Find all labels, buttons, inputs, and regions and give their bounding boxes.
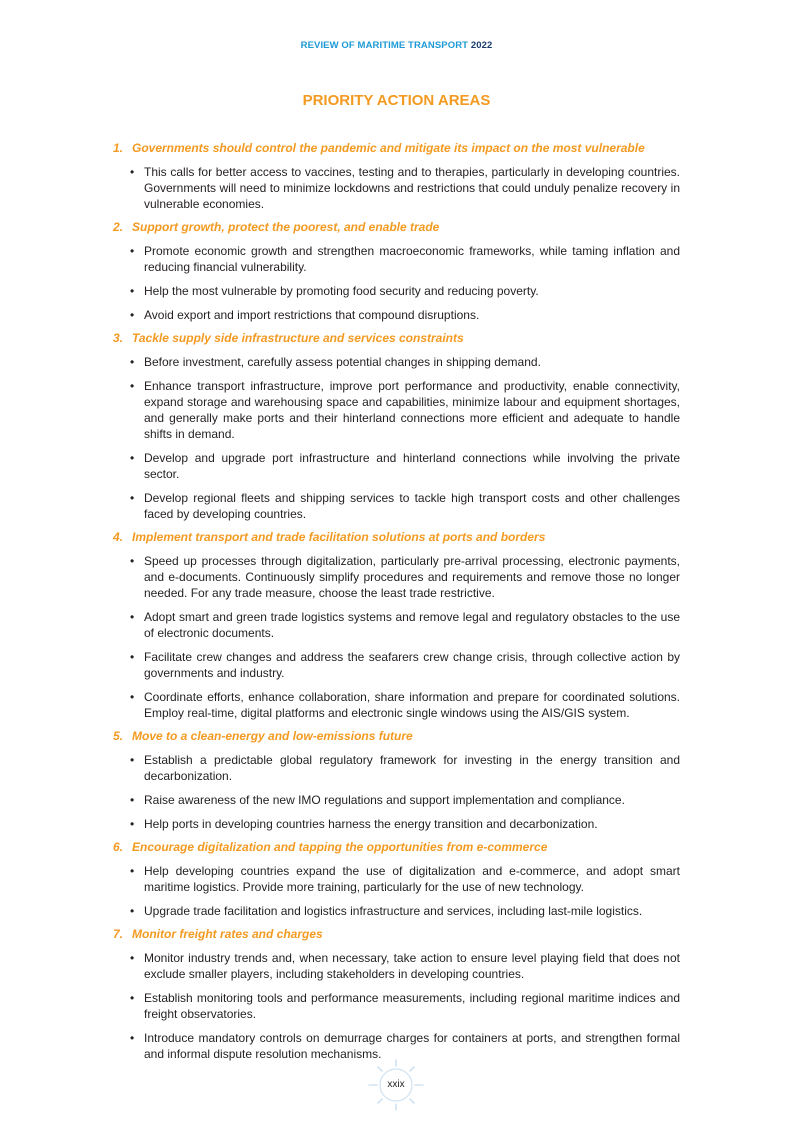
list-item [113, 950, 680, 982]
list-item-text: Develop and upgrade port infrastructure and hinterland connections while involving the private sector. [144, 451, 680, 481]
section-heading [113, 220, 680, 235]
list-item [113, 490, 680, 522]
list-item [113, 164, 680, 212]
priority-section [113, 530, 680, 721]
bullet-icon: • [130, 554, 135, 568]
list-item-text: Before investment, carefully assess potential changes in shipping demand. [144, 355, 541, 369]
page-number: xxix [387, 1079, 405, 1090]
bullet-icon: • [130, 355, 135, 369]
bullet-icon: • [130, 817, 135, 831]
list-item-text: Introduce mandatory controls on demurrage charges for containers at ports, and strengthen formal and informal dispute resolution mechanisms. [144, 1031, 680, 1061]
section-heading [113, 927, 680, 942]
list-item-text: Help the most vulnerable by promoting food security and reducing poverty. [144, 284, 539, 298]
list-item-text: Establish monitoring tools and performance measurements, including regional maritime indices and freight observatories. [144, 991, 680, 1021]
bullet-list [113, 553, 680, 721]
list-item-text: Help ports in developing countries harness the energy transition and decarbonization. [144, 817, 598, 831]
list-item-text: Upgrade trade facilitation and logistics infrastructure and services, including last-mile logistics. [144, 904, 643, 918]
section-number: 2. [113, 220, 124, 234]
bullet-icon: • [130, 690, 135, 704]
bullet-icon: • [130, 451, 135, 465]
bullet-icon: • [130, 379, 135, 393]
list-item [113, 689, 680, 721]
list-item [113, 450, 680, 482]
section-number: 4. [113, 530, 124, 544]
section-heading [113, 729, 680, 744]
section-heading-text: Encourage digitalization and tapping the opportunities from e-commerce [132, 840, 548, 854]
bullet-icon: • [130, 904, 135, 918]
list-item [113, 863, 680, 895]
section-number: 7. [113, 927, 124, 941]
list-item-text: Develop regional fleets and shipping services to tackle high transport costs and other challenges faced by developing countries. [144, 491, 680, 521]
bullet-list [113, 243, 680, 323]
list-item-text: Help developing countries expand the use of digitalization and e-commerce, and adopt smart maritime logistics. Provide more training, particularly for the use of new technology. [144, 864, 680, 894]
priority-action-list [113, 141, 680, 1070]
priority-section [113, 729, 680, 832]
list-item-text: Enhance transport infrastructure, improve port performance and productivity, enable connectivity, expand storage and warehousing space and capabilities, minimize labour and equipment shortages, and generally make ports and their hinterland connections more efficient and adequate to handle shifts in demand. [144, 379, 680, 441]
bullet-icon: • [130, 991, 135, 1005]
list-item-text: Avoid export and import restrictions that compound disruptions. [144, 308, 480, 322]
section-heading [113, 141, 680, 156]
bullet-icon: • [130, 753, 135, 767]
list-item-text: Adopt smart and green trade logistics systems and remove legal and regulatory obstacles to the use of electronic documents. [144, 610, 680, 640]
list-item [113, 903, 680, 919]
bullet-icon: • [130, 650, 135, 664]
bullet-list [113, 863, 680, 919]
running-year: 2022 [470, 40, 493, 51]
bullet-list [113, 354, 680, 522]
list-item [113, 354, 680, 370]
list-item-text: Establish a predictable global regulatory framework for investing in the energy transition and decarbonization. [144, 753, 680, 783]
list-item [113, 243, 680, 275]
list-item-text: This calls for better access to vaccines, testing and to therapies, particularly in developing countries. Governments will need to minimize lockdowns and restrictions that could unduly penalize recovery in vulnerable economies. [144, 165, 680, 211]
priority-section [113, 141, 680, 212]
running-header [0, 40, 793, 51]
section-heading-text: Tackle supply side infrastructure and services constraints [132, 331, 464, 345]
bullet-icon: • [130, 864, 135, 878]
bullet-icon: • [130, 610, 135, 624]
list-item-text: Promote economic growth and strengthen macroeconomic frameworks, while taming inflation and reducing financial vulnerability. [144, 244, 680, 274]
list-item-text: Coordinate efforts, enhance collaboration, share information and prepare for coordinated solutions. Employ real-time, digital platforms and electronic single windows using the AIS/GIS system. [144, 690, 680, 720]
bullet-list [113, 950, 680, 1062]
priority-section [113, 927, 680, 1062]
list-item [113, 378, 680, 442]
section-number: 3. [113, 331, 124, 345]
section-heading-text: Support growth, protect the poorest, and enable trade [132, 220, 440, 234]
section-number: 1. [113, 141, 124, 155]
list-item [113, 609, 680, 641]
list-item [113, 752, 680, 784]
section-heading [113, 840, 680, 855]
section-heading-text: Governments should control the pandemic and mitigate its impact on the most vulnerable [132, 141, 645, 155]
bullet-list [113, 164, 680, 212]
priority-section [113, 331, 680, 522]
bullet-icon: • [130, 308, 135, 322]
running-title: REVIEW OF MARITIME TRANSPORT [300, 40, 469, 51]
list-item [113, 283, 680, 299]
section-heading-text: Move to a clean-energy and low-emissions future [132, 729, 413, 743]
list-item-text: Monitor industry trends and, when necessary, take action to ensure level playing field that does not exclude smaller players, including stakeholders in developing countries. [144, 951, 680, 981]
list-item [113, 792, 680, 808]
bullet-list [113, 752, 680, 832]
list-item [113, 990, 680, 1022]
list-item-text: Raise awareness of the new IMO regulations and support implementation and compliance. [144, 793, 625, 807]
bullet-icon: • [130, 165, 135, 179]
bullet-icon: • [130, 284, 135, 298]
list-item [113, 553, 680, 601]
list-item [113, 649, 680, 681]
section-heading [113, 331, 680, 346]
priority-section [113, 840, 680, 919]
list-item [113, 307, 680, 323]
page-title: PRIORITY ACTION AREAS [302, 92, 491, 109]
section-heading-text: Implement transport and trade facilitation solutions at ports and borders [132, 530, 546, 544]
bullet-icon: • [130, 1031, 135, 1045]
bullet-icon: • [130, 951, 135, 965]
section-heading-text: Monitor freight rates and charges [132, 927, 323, 941]
list-item-text: Facilitate crew changes and address the seafarers crew change crisis, through collective action by governments and industry. [144, 650, 680, 680]
bullet-icon: • [130, 244, 135, 258]
section-heading [113, 530, 680, 545]
section-number: 6. [113, 840, 124, 854]
bullet-icon: • [130, 491, 135, 505]
section-number: 5. [113, 729, 124, 743]
list-item-text: Speed up processes through digitalization, particularly pre-arrival processing, electronic payments, and e-documents. Continuously simplify procedures and requirements and remove those no longer needed. For any trade measure, choose the least trade restrictive. [144, 554, 680, 600]
page-footer [366, 1058, 426, 1114]
priority-section [113, 220, 680, 323]
bullet-icon: • [130, 793, 135, 807]
list-item [113, 816, 680, 832]
